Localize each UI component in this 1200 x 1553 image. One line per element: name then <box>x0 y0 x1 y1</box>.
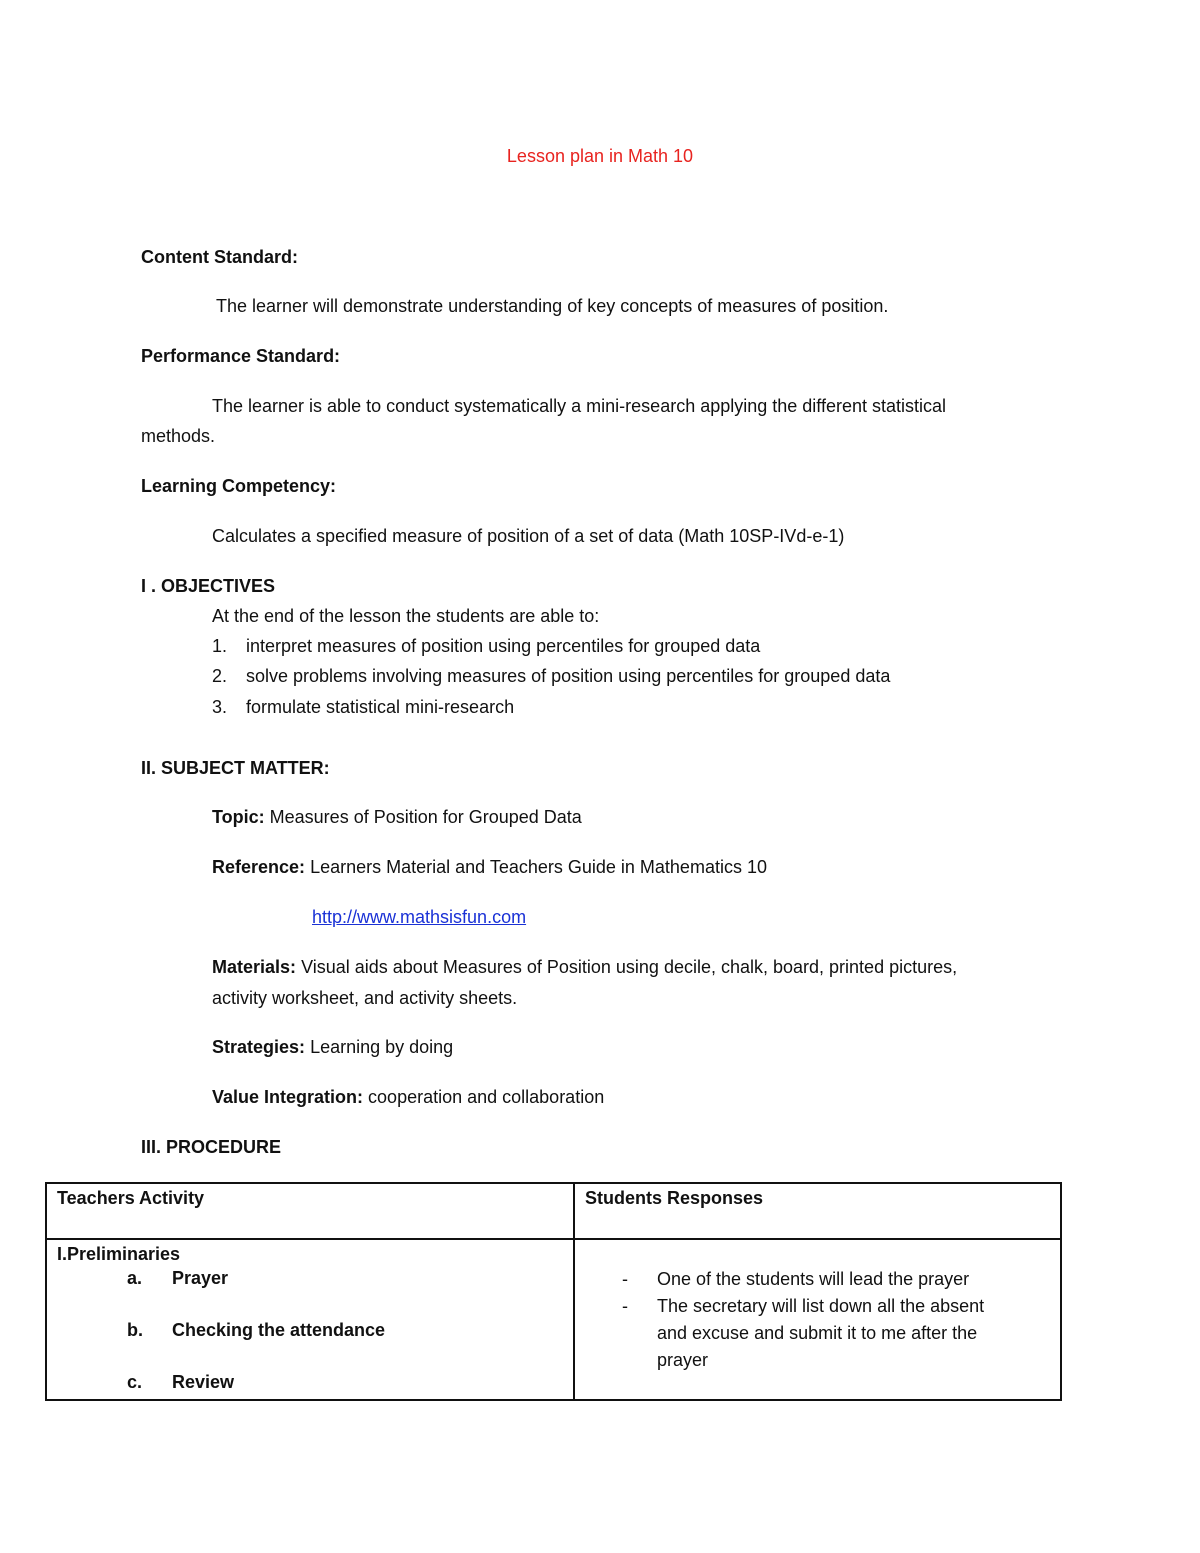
response-text: One of the students will lead the prayer <box>657 1269 970 1289</box>
objective-number: 1. <box>212 636 228 656</box>
step-text: Review <box>172 1372 235 1392</box>
subject-matter-heading: II. SUBJECT MATTER: <box>141 758 330 778</box>
response-dash: - <box>622 1296 628 1316</box>
objective-text: formulate statistical mini-research <box>246 697 515 717</box>
objective-text: solve problems involving measures of position using percentiles for grouped data <box>246 666 891 686</box>
content-standard-label: Content Standard: <box>141 247 298 267</box>
objective-number: 3. <box>212 697 228 717</box>
reference-link[interactable]: http://www.mathsisfun.com <box>312 907 527 927</box>
performance-standard-text-line1: The learner is able to conduct systematically a mini-research applying the different statistical <box>212 396 947 416</box>
table-row <box>46 1239 1061 1400</box>
objective-text: interpret measures of position using percentiles for grouped data <box>246 636 761 656</box>
response-text-line2: and excuse and submit it to me after the <box>657 1323 978 1343</box>
procedure-table <box>45 1182 1062 1401</box>
value-integration-text: cooperation and collaboration <box>368 1087 605 1107</box>
teachers-activity-cell <box>46 1239 574 1400</box>
response-text-line3: prayer <box>657 1350 709 1370</box>
materials-text: Visual aids about Measures of Position using decile, chalk, board, printed pictures, <box>301 957 958 977</box>
teachers-activity-header: Teachers Activity <box>46 1183 574 1239</box>
strategies-line <box>212 1037 453 1058</box>
students-responses-cell <box>574 1239 1061 1400</box>
learning-competency-text: Calculates a specified measure of position of a set of data (Math 10SP-IVd-e-1) <box>212 526 845 546</box>
step-letter: c. <box>127 1372 143 1392</box>
objectives-heading: I . OBJECTIVES <box>141 576 276 596</box>
value-integration-line <box>212 1087 604 1108</box>
step-attendance <box>57 1317 563 1343</box>
topic-line <box>212 807 582 828</box>
table-header-row <box>46 1183 1061 1239</box>
reference-label: Reference: <box>212 857 306 877</box>
reference-link-wrap <box>312 907 526 928</box>
response-item <box>585 1266 1050 1293</box>
strategies-text: Learning by doing <box>310 1037 454 1057</box>
objective-number: 2. <box>212 666 228 686</box>
objectives-intro: At the end of the lesson the students are able to: <box>212 606 600 626</box>
response-dash: - <box>622 1269 628 1289</box>
procedure-heading: III. PROCEDURE <box>141 1137 282 1157</box>
objective-item <box>212 697 514 718</box>
learning-competency-label: Learning Competency: <box>141 476 337 496</box>
response-text-line1: The secretary will list down all the absent <box>657 1296 985 1316</box>
materials-label: Materials: <box>212 957 297 977</box>
document-title: Lesson plan in Math 10 <box>506 146 694 166</box>
materials-line1 <box>212 957 957 978</box>
objective-item <box>212 666 890 687</box>
objective-item <box>212 636 760 657</box>
content-standard-text: The learner will demonstrate understanding of key concepts of measures of position. <box>216 296 889 316</box>
response-item <box>585 1293 1050 1374</box>
preliminaries-heading: I.Preliminaries <box>57 1244 181 1264</box>
step-text: Checking the attendance <box>172 1320 386 1340</box>
reference-line <box>212 857 767 878</box>
step-letter: b. <box>127 1320 143 1340</box>
reference-text: Learners Material and Teachers Guide in Mathematics 10 <box>310 857 767 877</box>
students-responses-header: Students Responses <box>574 1183 1061 1239</box>
step-text: Prayer <box>172 1268 229 1288</box>
performance-standard-label: Performance Standard: <box>141 346 341 366</box>
step-prayer <box>57 1265 563 1291</box>
step-letter: a. <box>127 1268 143 1288</box>
value-integration-label: Value Integration: <box>212 1087 364 1107</box>
performance-standard-text-line2: methods. <box>141 426 216 446</box>
materials-line2: activity worksheet, and activity sheets. <box>212 988 518 1008</box>
step-review <box>57 1369 563 1395</box>
topic-label: Topic: <box>212 807 265 827</box>
strategies-label: Strategies: <box>212 1037 306 1057</box>
topic-text: Measures of Position for Grouped Data <box>264 807 582 827</box>
